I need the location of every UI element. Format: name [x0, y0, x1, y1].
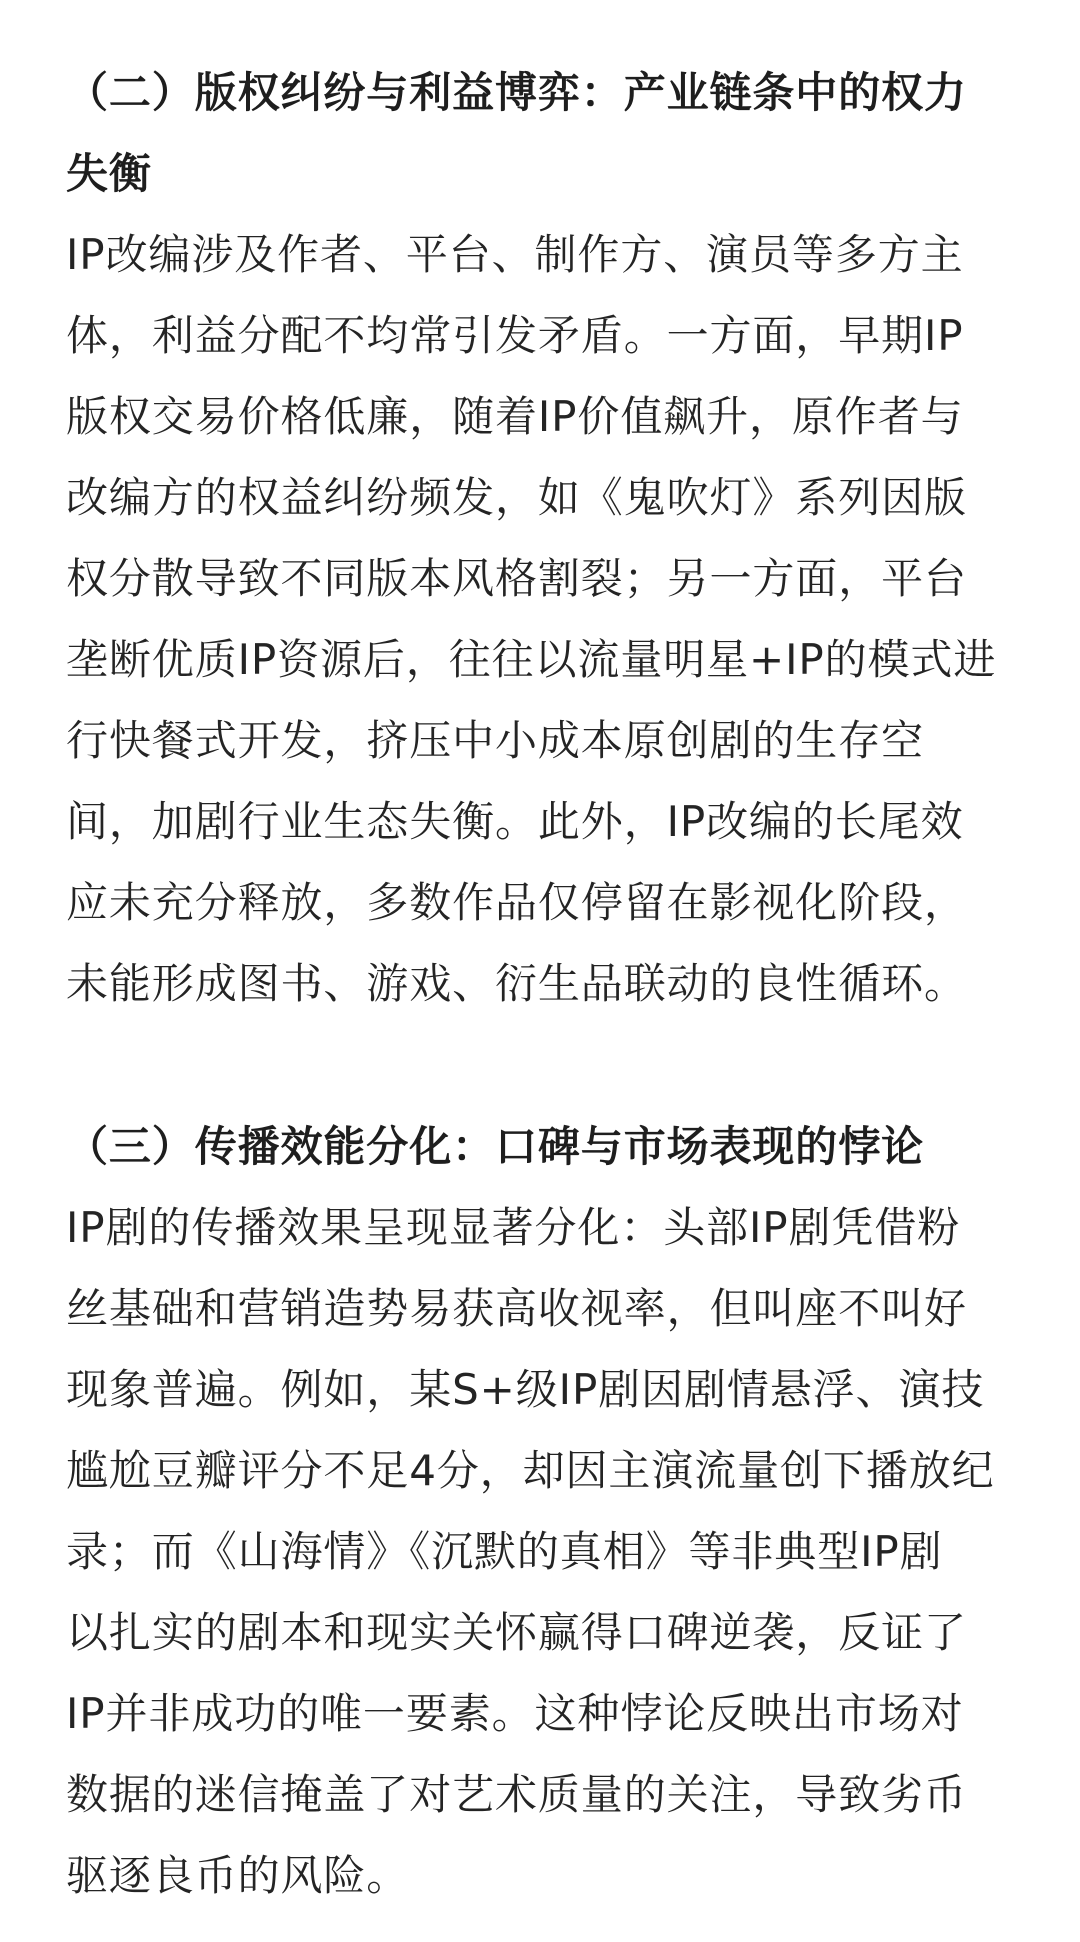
- paragraph-line: 行快餐式开发，挤压中小成本原创剧的生存空: [66, 716, 925, 765]
- paragraph-line: 数据的迷信掩盖了对艺术质量的关注，导致劣币: [66, 1770, 967, 1819]
- section-copyright-disputes: [66, 52, 1026, 1024]
- paragraph-line: IP改编涉及作者、平台、制作方、演员等多方主: [66, 230, 964, 279]
- heading-line: （三）传播效能分化：口碑与市场表现的悖论: [66, 1122, 925, 1171]
- paragraph-line: 录；而《山海情》《沉默的真相》等非典型IP剧: [66, 1527, 943, 1576]
- paragraph-line: 垄断优质IP资源后，往往以流量明星+IP的模式进: [66, 635, 997, 684]
- section-communication-paradox: [66, 1106, 1026, 1916]
- paragraph-line: 权分散导致不同版本风格割裂；另一方面，平台: [66, 554, 967, 603]
- paragraph-line: 体，利益分配不均常引发矛盾。一方面，早期IP: [66, 311, 964, 360]
- section-paragraph: [66, 214, 1026, 1024]
- paragraph-line: 间，加剧行业生态失衡。此外，IP改编的长尾效: [66, 797, 964, 846]
- section-heading: [66, 1106, 1026, 1187]
- paragraph-line: IP剧的传播效果呈现显著分化：头部IP剧凭借粉: [66, 1203, 961, 1252]
- paragraph-line: 现象普遍。例如，某S+级IP剧因剧情悬浮、演技: [66, 1365, 985, 1414]
- paragraph-line: 丝基础和营销造势易获高收视率，但叫座不叫好: [66, 1284, 967, 1333]
- paragraph-line: 应未充分释放，多数作品仅停留在影视化阶段，: [66, 878, 967, 927]
- paragraph-line: 驱逐良币的风险。: [66, 1851, 410, 1900]
- paragraph-line: 改编方的权益纠纷频发，如《鬼吹灯》系列因版: [66, 473, 967, 522]
- section-heading: [66, 52, 1026, 214]
- paragraph-line: 尴尬豆瓣评分不足4分，却因主演流量创下播放纪: [66, 1446, 995, 1495]
- section-paragraph: [66, 1187, 1026, 1916]
- paragraph-line: 未能形成图书、游戏、衍生品联动的良性循环。: [66, 959, 967, 1008]
- heading-line: （二）版权纠纷与利益博弈：产业链条中的权力: [66, 68, 967, 117]
- article: [66, 52, 1026, 1916]
- paragraph-line: IP并非成功的唯一要素。这种悖论反映出市场对: [66, 1689, 964, 1738]
- heading-line: 失衡: [66, 149, 152, 198]
- paragraph-line: 以扎实的剧本和现实关怀赢得口碑逆袭，反证了: [66, 1608, 967, 1657]
- paragraph-line: 版权交易价格低廉，随着IP价值飙升，原作者与: [66, 392, 964, 441]
